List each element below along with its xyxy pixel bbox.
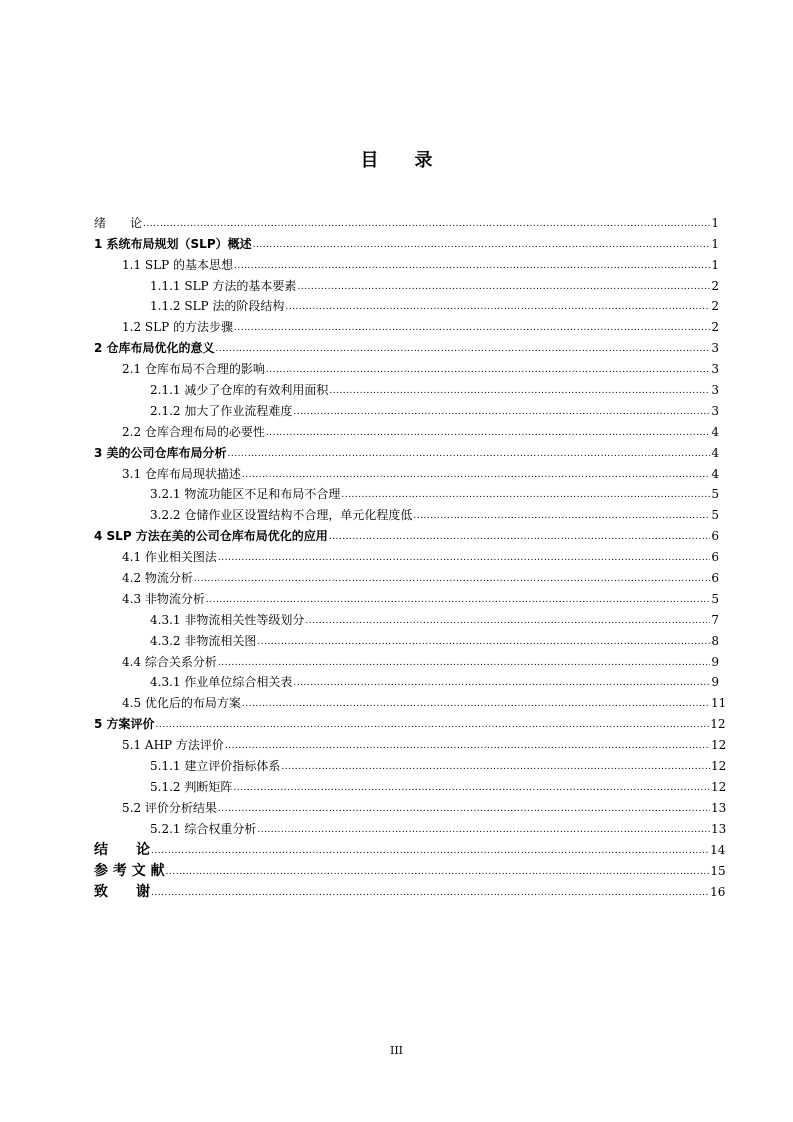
toc-entry-label: 4.2 物流分析 xyxy=(122,571,193,586)
toc-entry[interactable] xyxy=(94,752,727,774)
toc-leader-dots xyxy=(266,427,710,439)
toc-entry-page-number: 13 xyxy=(711,800,727,815)
toc-entry-label: 4.3.1 作业单位综合相关表 xyxy=(150,675,293,690)
toc-entry-label: 结 论 xyxy=(94,841,150,858)
toc-leader-dots xyxy=(218,803,710,815)
toc-entry-page-number: 5 xyxy=(711,487,719,502)
toc-leader-dots xyxy=(151,887,709,899)
toc-entry[interactable] xyxy=(94,418,719,439)
toc-entry-page-number: 6 xyxy=(711,571,719,586)
toc-entry[interactable] xyxy=(94,606,719,627)
toc-entry[interactable] xyxy=(94,355,719,376)
toc-entry-page-number: 6 xyxy=(711,529,719,544)
toc-entry-page-number: 14 xyxy=(710,842,726,857)
toc-entry[interactable] xyxy=(94,669,719,690)
toc-entry[interactable] xyxy=(94,773,727,794)
toc-entry-page-number: 12 xyxy=(711,779,727,794)
toc-entry[interactable] xyxy=(94,481,719,502)
toc-title xyxy=(0,146,793,172)
toc-entry-label: 5.1.1 建立评价指标体系 xyxy=(150,759,281,774)
toc-entry-page-number: 1 xyxy=(711,257,719,272)
toc-leader-dots xyxy=(234,260,710,272)
toc-entry[interactable] xyxy=(94,501,719,522)
toc-entry-label: 1 系统布局规划（SLP）概述 xyxy=(94,236,252,251)
toc-leader-dots xyxy=(253,239,710,251)
toc-leader-dots xyxy=(305,615,710,627)
toc-entry[interactable] xyxy=(94,857,726,879)
toc-entry[interactable] xyxy=(94,710,726,732)
toc-entry[interactable] xyxy=(94,376,719,397)
toc-leader-dots xyxy=(216,343,710,355)
toc-entry-page-number: 4 xyxy=(711,445,719,460)
toc-leader-dots xyxy=(293,406,710,418)
toc-leader-dots xyxy=(329,385,710,397)
toc-entry-page-number: 13 xyxy=(711,821,727,836)
toc-entry-label: 3 美的公司仓库布局分析 xyxy=(94,445,227,460)
toc-entry-page-number: 9 xyxy=(711,654,719,669)
toc-entry-label: 5.2.1 综合权重分析 xyxy=(150,821,257,836)
toc-entry-label: 2.1.2 加大了作业流程难度 xyxy=(150,403,293,418)
toc-leader-dots xyxy=(206,594,710,606)
toc-leader-dots xyxy=(266,364,710,376)
toc-entry-label: 2.1.1 减少了仓库的有效利用面积 xyxy=(150,383,329,398)
toc-entry-page-number: 9 xyxy=(711,675,719,690)
toc-entry-page-number: 1 xyxy=(711,215,719,230)
toc-entry-label: 4 SLP 方法在美的公司仓库布局优化的应用 xyxy=(94,529,328,544)
toc-entry-label: 3.2.2 仓储作业区设置结构不合理，单元化程度低 xyxy=(150,508,413,523)
toc-leader-dots xyxy=(341,489,710,501)
toc-entry-label: 1.2 SLP 的方法步骤 xyxy=(122,320,233,335)
toc-entry[interactable] xyxy=(94,564,719,585)
page-number-footer: III xyxy=(389,1044,404,1057)
toc-entry-label: 4.3 非物流分析 xyxy=(122,591,205,606)
toc-entry-label: 2.2 仓库合理布局的必要性 xyxy=(122,424,265,439)
toc-entry[interactable] xyxy=(94,209,719,230)
toc-entry-label: 参 考 文 献 xyxy=(94,862,165,879)
toc-entry[interactable] xyxy=(94,293,719,314)
toc-leader-dots xyxy=(257,636,710,648)
toc-entry-page-number: 12 xyxy=(711,759,727,774)
toc-leader-dots xyxy=(166,866,710,878)
toc-entry[interactable] xyxy=(94,272,719,293)
toc-entry[interactable] xyxy=(94,878,726,900)
toc-entry-label: 致 谢 xyxy=(94,883,150,900)
toc-entry[interactable] xyxy=(94,230,719,251)
toc-entry-label: 4.3.2 非物流相关图 xyxy=(150,633,257,648)
toc-entry-page-number: 6 xyxy=(711,550,719,565)
toc-leader-dots xyxy=(233,782,710,794)
toc-entry[interactable] xyxy=(94,397,719,418)
toc-entry-page-number: 3 xyxy=(711,383,719,398)
toc-entry-label: 5.1 AHP 方法评价 xyxy=(122,738,224,753)
toc-leader-dots xyxy=(242,469,710,481)
toc-entry[interactable] xyxy=(94,585,719,606)
toc-entry[interactable] xyxy=(94,522,719,543)
toc-entry-label: 1.1.2 SLP 法的阶段结构 xyxy=(150,299,285,314)
toc-entry[interactable] xyxy=(94,251,719,272)
toc-leader-dots xyxy=(194,573,710,585)
toc-title-char-1: 目 xyxy=(360,150,379,171)
toc-entry-label: 2 仓库布局优化的意义 xyxy=(94,341,215,356)
toc-entry[interactable] xyxy=(94,543,719,564)
table-of-contents xyxy=(94,209,727,900)
toc-entry[interactable] xyxy=(94,313,719,334)
toc-entry-page-number: 16 xyxy=(710,884,726,899)
toc-title-char-2: 录 xyxy=(414,150,433,171)
toc-entry[interactable] xyxy=(94,731,727,753)
toc-entry-page-number: 5 xyxy=(711,591,719,606)
toc-entry-page-number: 3 xyxy=(711,341,719,356)
toc-entry-page-number: 8 xyxy=(711,633,719,648)
toc-entry-label: 5.1.2 判断矩阵 xyxy=(150,779,233,794)
toc-leader-dots xyxy=(218,657,710,669)
toc-entry-page-number: 4 xyxy=(711,424,719,439)
toc-entry-label: 2.1 仓库布局不合理的影响 xyxy=(122,362,265,377)
toc-entry-label: 3.1 仓库布局现状描述 xyxy=(122,466,241,481)
toc-entry-label: 5.2 评价分析结果 xyxy=(122,800,217,815)
toc-entry-page-number: 2 xyxy=(711,278,719,293)
toc-leader-dots xyxy=(143,218,710,230)
toc-entry[interactable] xyxy=(94,648,719,669)
toc-leader-dots xyxy=(257,824,710,836)
toc-leader-dots xyxy=(242,698,710,710)
toc-entry-page-number: 2 xyxy=(711,320,719,335)
toc-leader-dots xyxy=(156,719,710,731)
toc-entry-page-number: 5 xyxy=(711,508,719,523)
toc-entry[interactable] xyxy=(94,689,727,711)
toc-entry-page-number: 15 xyxy=(710,863,726,878)
toc-entry-page-number: 7 xyxy=(711,612,719,627)
toc-entry[interactable] xyxy=(94,836,726,858)
toc-leader-dots xyxy=(151,845,709,857)
toc-entry-label: 3.2.1 物流功能区不足和布局不合理 xyxy=(150,487,341,502)
toc-leader-dots xyxy=(413,510,710,522)
toc-entry[interactable] xyxy=(94,439,719,460)
toc-leader-dots xyxy=(228,448,710,460)
toc-entry-page-number: 12 xyxy=(710,717,726,732)
toc-leader-dots xyxy=(329,531,710,543)
toc-entry[interactable] xyxy=(94,794,727,815)
toc-leader-dots xyxy=(234,322,710,334)
toc-entry-label: 1.1 SLP 的基本思想 xyxy=(122,257,233,272)
toc-leader-dots xyxy=(293,677,710,689)
toc-entry[interactable] xyxy=(94,460,719,481)
toc-entry-label: 4.5 优化后的布局方案 xyxy=(122,696,241,711)
toc-entry-label: 4.3.1 非物流相关性等级划分 xyxy=(150,612,305,627)
toc-entry-page-number: 11 xyxy=(711,696,727,711)
toc-leader-dots xyxy=(285,301,710,313)
toc-entry-page-number: 3 xyxy=(711,362,719,377)
toc-entry[interactable] xyxy=(94,815,727,836)
toc-entry-page-number: 3 xyxy=(711,403,719,418)
toc-entry-label: 1.1.1 SLP 方法的基本要素 xyxy=(150,278,297,293)
toc-leader-dots xyxy=(297,281,710,293)
toc-entry-page-number: 2 xyxy=(711,299,719,314)
toc-leader-dots xyxy=(281,761,710,773)
toc-entry-label: 4.1 作业相关图法 xyxy=(122,550,217,565)
toc-entry-label: 4.4 综合关系分析 xyxy=(122,654,217,669)
toc-entry[interactable] xyxy=(94,334,719,355)
toc-leader-dots xyxy=(218,552,710,564)
toc-entry-label: 5 方案评价 xyxy=(94,717,155,732)
toc-entry-label: 绪 论 xyxy=(94,215,143,230)
toc-entry-page-number: 12 xyxy=(711,738,727,753)
toc-leader-dots xyxy=(225,740,710,752)
toc-entry-page-number: 4 xyxy=(711,466,719,481)
toc-entry[interactable] xyxy=(94,627,719,648)
toc-entry-page-number: 1 xyxy=(711,236,719,251)
